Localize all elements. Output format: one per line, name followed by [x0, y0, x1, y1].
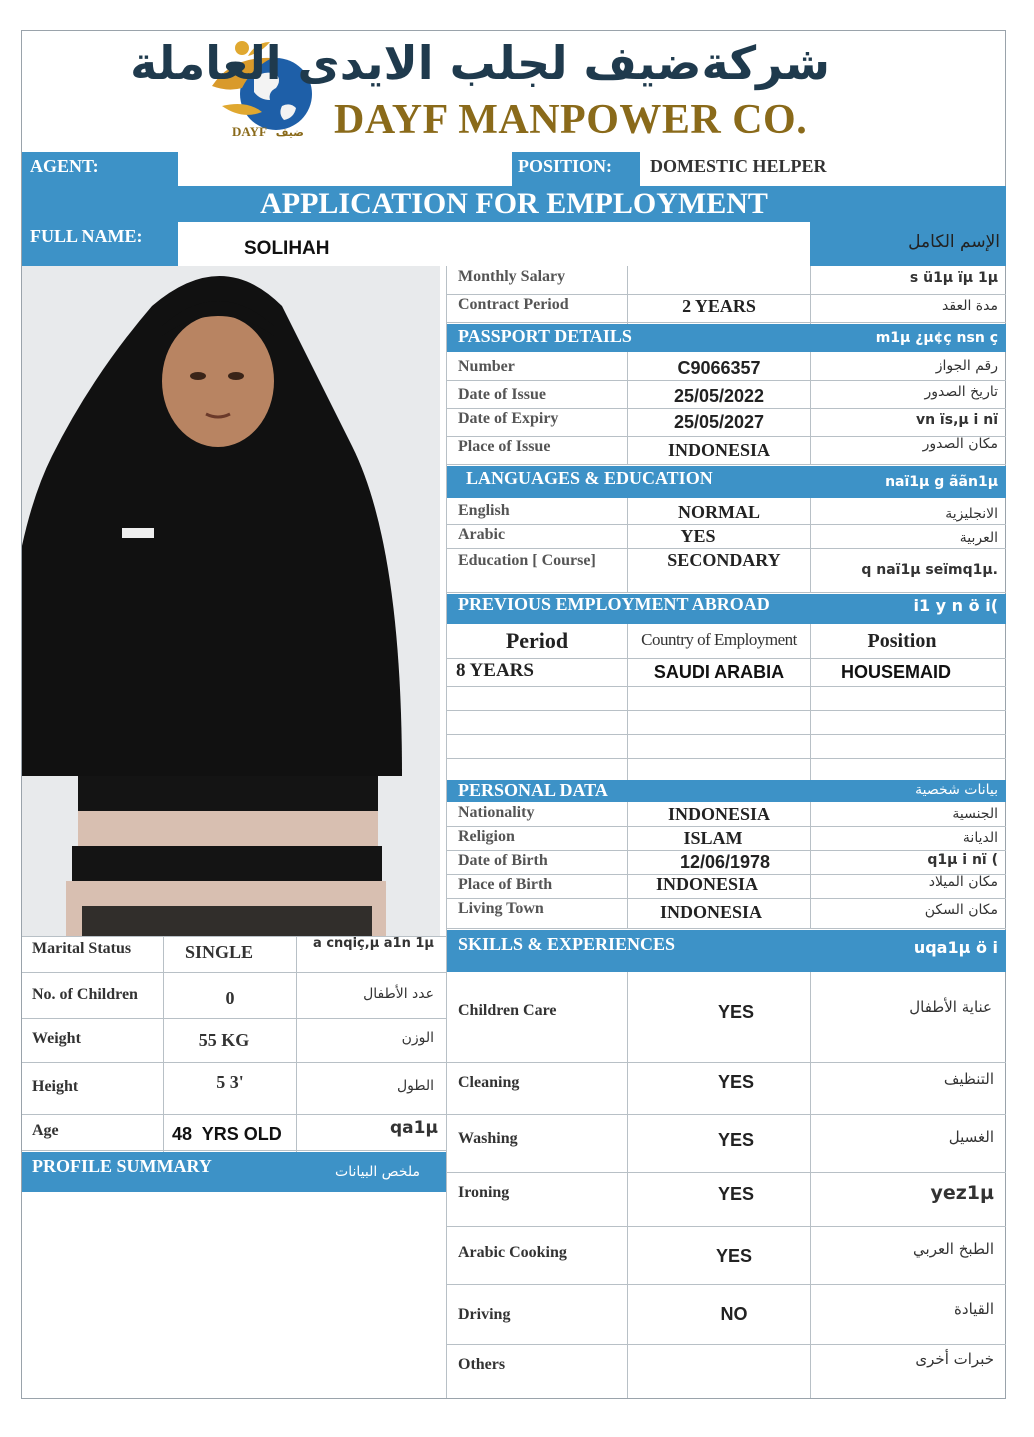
company-name-en: DAYF MANPOWER CO.: [334, 97, 808, 143]
employment-period-value: 8 YEARS: [456, 660, 534, 681]
company-name-ar: شركةضيف لجلب الايدى العاملة: [130, 36, 830, 90]
employment-col-period: Period: [505, 628, 569, 653]
education-value: SECONDARY: [667, 550, 781, 570]
height-label: Height: [32, 1078, 79, 1095]
issue-place-value: INDONESIA: [667, 440, 771, 460]
weight-label: Weight: [32, 1030, 81, 1047]
form-title: APPLICATION FOR EMPLOYMENT: [260, 187, 768, 220]
driving-value: NO: [720, 1304, 748, 1324]
ironing-value: YES: [717, 1184, 755, 1204]
children-care-label-ar: عناية الأطفال: [909, 998, 992, 1016]
english-label-ar: الانجليزية: [945, 506, 998, 522]
religion-label-ar: الديانة: [962, 830, 998, 846]
passport-number-label: Number: [458, 358, 515, 375]
passport-number-value: C9066357: [677, 358, 761, 378]
nationality-label: Nationality: [458, 804, 535, 821]
living-town-label-ar: مكان السكن: [924, 902, 998, 918]
logo-text-en: DAYF: [232, 124, 267, 139]
living-town-label: Living Town: [458, 900, 544, 917]
profile-summary-title: PROFILE SUMMARY: [32, 1156, 212, 1176]
children-count-value: 0: [225, 988, 235, 1008]
birth-date-label: Date of Birth: [458, 852, 548, 869]
logo-text-ar: ضيف: [275, 126, 304, 139]
profile-summary-title-ar: ملخص البيانات: [335, 1164, 420, 1180]
marital-status-label: Marital Status: [32, 940, 132, 957]
cleaning-label-ar: التنظيف: [943, 1070, 994, 1088]
expiry-date-label: Date of Expiry: [458, 410, 559, 427]
arabic-label: Arabic: [458, 526, 506, 543]
birth-date-value: 12/06/1978: [679, 852, 771, 872]
arabic-value: YES: [680, 526, 716, 546]
living-town-value: INDONESIA: [659, 902, 763, 922]
contract-period-label: Contract Period: [458, 296, 569, 313]
languages-section-title-ar: naï1µ g ããn1µ: [885, 474, 998, 490]
arabic-cooking-label: Arabic Cooking: [458, 1244, 567, 1261]
employment-section-title-ar: )i1 y n ö i: [913, 596, 998, 615]
education-label: Education [ Course]: [458, 552, 596, 569]
issue-place-label: Place of Issue: [458, 438, 551, 455]
birth-place-label-ar: مكان الميلاد: [928, 874, 998, 890]
religion-value: ISLAM: [683, 828, 743, 848]
age-label: Age: [32, 1122, 59, 1139]
age-label-ar: qa1µ: [390, 1118, 438, 1138]
english-label: English: [458, 502, 510, 519]
passport-number-label-ar: رقم الجواز: [935, 358, 998, 374]
contract-period-label-ar: مدة العقد: [942, 298, 998, 314]
full-name-value: SOLIHAH: [244, 238, 330, 259]
issue-place-label-ar: مكان الصدور: [922, 436, 998, 452]
issue-date-label-ar: تاريخ الصدور: [924, 384, 998, 400]
passport-section-title: PASSPORT DETAILS: [458, 326, 632, 346]
ironing-label: Ironing: [458, 1184, 510, 1201]
applicant-photo: [22, 266, 440, 936]
skills-section-title: SKILLS & EXPERIENCES: [458, 934, 676, 954]
employment-col-position: Position: [867, 630, 937, 652]
contract-period-value: 2 YEARS: [682, 296, 756, 316]
marital-status-label-ar: a cnqiç,µ a1n 1µ: [313, 936, 434, 951]
arabic-label-ar: العربية: [959, 530, 998, 546]
nationality-value: INDONESIA: [667, 804, 771, 824]
expiry-date-label-ar: vn ïs,µ i nï: [915, 412, 998, 428]
washing-label: Washing: [458, 1130, 518, 1147]
expiry-date-value: 25/05/2027: [673, 412, 765, 432]
children-care-value: YES: [717, 1002, 755, 1022]
weight-value: 55 KG: [198, 1030, 250, 1050]
employment-col-country: Country of Employment: [641, 630, 797, 649]
issue-date-value: 25/05/2022: [673, 386, 765, 406]
education-label-ar: .q naï1µ seïmq1µ: [861, 562, 998, 578]
arabic-cooking-label-ar: الطبخ العربي: [913, 1240, 994, 1258]
driving-label: Driving: [458, 1306, 511, 1323]
arabic-cooking-value: YES: [715, 1246, 753, 1266]
passport-section-title-ar: m1µ ¿µ¢ç nsn ç: [875, 330, 998, 346]
employment-position-value: HOUSEMAID: [840, 662, 951, 682]
cleaning-label: Cleaning: [458, 1074, 520, 1091]
personal-section-title: PERSONAL DATA: [458, 780, 608, 800]
others-label: Others: [458, 1356, 506, 1373]
children-care-label: Children Care: [458, 1002, 557, 1019]
personal-section-title-ar: بيانات شخصية: [915, 782, 998, 798]
driving-label-ar: القيادة: [954, 1300, 994, 1318]
height-label-ar: الطول: [396, 1078, 434, 1094]
ironing-label-ar: yez1µ: [930, 1182, 994, 1204]
children-count-label-ar: عدد الأطفال: [363, 986, 434, 1002]
full-name-label: FULL NAME:: [30, 226, 143, 246]
monthly-salary-label: Monthly Salary: [458, 268, 566, 285]
washing-value: YES: [717, 1130, 755, 1150]
skills-section-title-ar: uqa1µ ö i: [913, 938, 998, 957]
agent-value: [180, 156, 510, 182]
full-name-label-ar: الإسم الكامل: [908, 232, 1000, 252]
religion-label: Religion: [458, 828, 515, 845]
employment-section-title: PREVIOUS EMPLOYMENT ABROAD: [458, 594, 770, 614]
cleaning-value: YES: [717, 1072, 755, 1092]
applicant-figure-icon: [22, 266, 440, 936]
age-value: 48 YRS OLD: [172, 1124, 282, 1144]
languages-section-title: LANGUAGES & EDUCATION: [466, 468, 713, 488]
nationality-label-ar: الجنسية: [952, 806, 998, 822]
agent-label: AGENT:: [30, 156, 99, 176]
marital-status-value: SINGLE: [184, 942, 254, 962]
issue-date-label: Date of Issue: [458, 386, 546, 403]
others-label-ar: خبرات أخرى: [915, 1350, 994, 1368]
weight-label-ar: الوزن: [401, 1030, 434, 1046]
birth-date-label-ar: ) q1µ i nï: [927, 852, 998, 868]
height-value: 5 3': [216, 1072, 244, 1092]
employment-country-value: SAUDI ARABIA: [653, 662, 785, 682]
birth-place-label: Place of Birth: [458, 876, 553, 893]
monthly-salary-label-ar: s ü1µ ïµ 1µ: [909, 270, 998, 286]
position-label: POSITION:: [518, 156, 613, 176]
washing-label-ar: الغسيل: [948, 1128, 994, 1146]
position-value: DOMESTIC HELPER: [650, 156, 827, 176]
english-value: NORMAL: [678, 502, 760, 522]
children-count-label: No. of Children: [32, 986, 138, 1003]
birth-place-value: INDONESIA: [655, 874, 759, 894]
